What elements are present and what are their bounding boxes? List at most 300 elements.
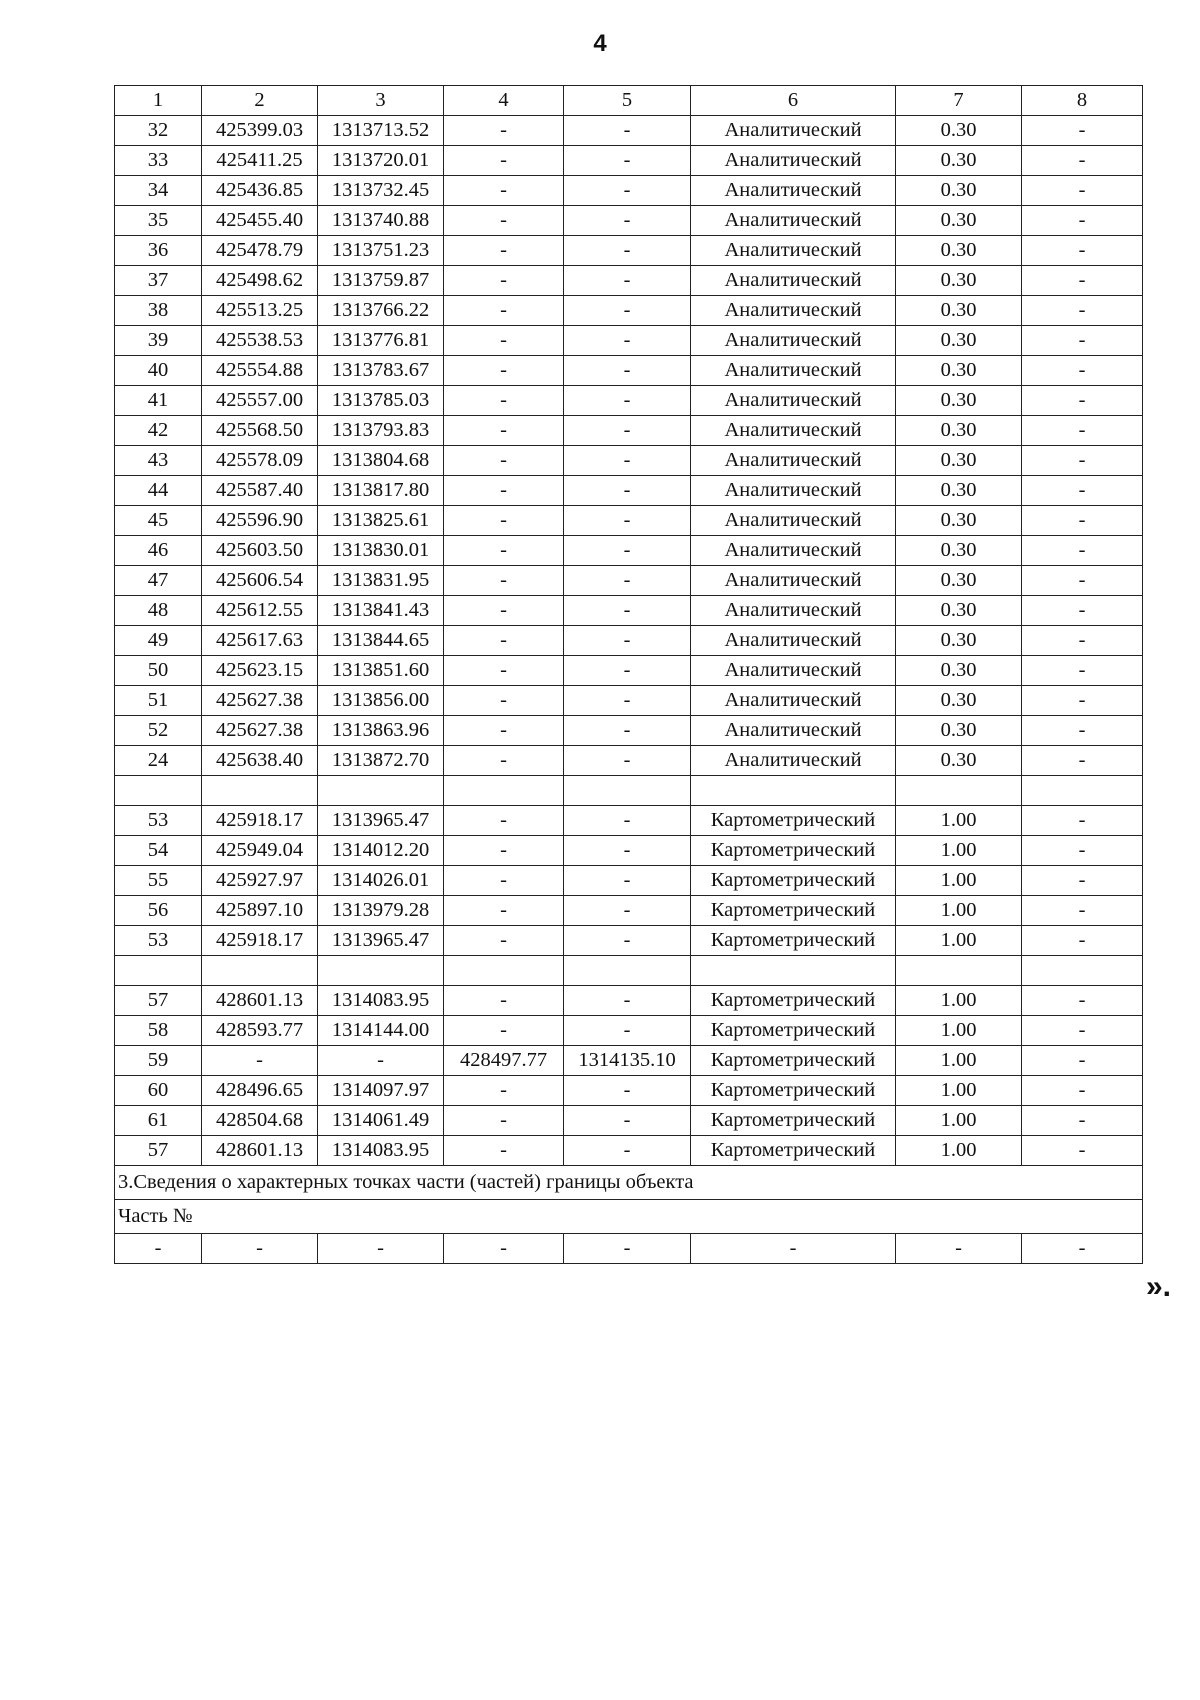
- last-row-cell: -: [691, 1234, 896, 1264]
- table-cell: -: [564, 236, 691, 266]
- table-cell: 1313863.96: [318, 716, 444, 746]
- table-cell: 1.00: [896, 866, 1022, 896]
- table-cell: 1313783.67: [318, 356, 444, 386]
- table-cell: 0.30: [896, 506, 1022, 536]
- table-cell: -: [564, 746, 691, 776]
- table-cell: 1314012.20: [318, 836, 444, 866]
- table-cell: 0.30: [896, 596, 1022, 626]
- closing-quote-mark: ».: [1146, 1270, 1172, 1303]
- table-cell: 1313785.03: [318, 386, 444, 416]
- table-cell: Аналитический: [691, 296, 896, 326]
- table-cell: -: [318, 1046, 444, 1076]
- table-cell: 1.00: [896, 836, 1022, 866]
- table-cell: -: [444, 1016, 564, 1046]
- table-cell: 1313979.28: [318, 896, 444, 926]
- table-cell: 33: [115, 146, 202, 176]
- table-cell: 1313965.47: [318, 806, 444, 836]
- table-cell: -: [564, 806, 691, 836]
- table-cell: Аналитический: [691, 146, 896, 176]
- table-cell: -: [444, 206, 564, 236]
- table-cell: Аналитический: [691, 626, 896, 656]
- empty-cell: [115, 776, 202, 806]
- header-cell: 1: [115, 86, 202, 116]
- table-cell: 1313856.00: [318, 686, 444, 716]
- table-cell: -: [1022, 236, 1143, 266]
- table-row: [115, 806, 1143, 836]
- table-cell: -: [564, 386, 691, 416]
- table-cell: 425455.40: [202, 206, 318, 236]
- table-row: [115, 206, 1143, 236]
- table-cell: Картометрический: [691, 896, 896, 926]
- table-cell: 425578.09: [202, 446, 318, 476]
- table-cell: -: [444, 866, 564, 896]
- table-cell: 425617.63: [202, 626, 318, 656]
- table-cell: 53: [115, 926, 202, 956]
- table-cell: 57: [115, 1136, 202, 1166]
- table-row: [115, 896, 1143, 926]
- table-cell: 0.30: [896, 176, 1022, 206]
- table-row: [115, 1136, 1143, 1166]
- table-cell: -: [444, 1136, 564, 1166]
- table-cell: 56: [115, 896, 202, 926]
- empty-cell: [115, 956, 202, 986]
- table-cell: 428496.65: [202, 1076, 318, 1106]
- table-cell: -: [564, 146, 691, 176]
- table-cell: -: [1022, 296, 1143, 326]
- table-cell: -: [564, 566, 691, 596]
- table-cell: 61: [115, 1106, 202, 1136]
- table-cell: Аналитический: [691, 416, 896, 446]
- table-cell: 1.00: [896, 926, 1022, 956]
- table-cell: -: [444, 116, 564, 146]
- table-cell: -: [564, 296, 691, 326]
- table-row: [115, 146, 1143, 176]
- table-cell: Аналитический: [691, 686, 896, 716]
- table-cell: Аналитический: [691, 656, 896, 686]
- table-cell: Аналитический: [691, 716, 896, 746]
- empty-cell: [444, 956, 564, 986]
- table-cell: -: [1022, 416, 1143, 446]
- table-cell: -: [1022, 866, 1143, 896]
- table-cell: 1.00: [896, 1076, 1022, 1106]
- table-cell: -: [444, 536, 564, 566]
- table-cell: 425498.62: [202, 266, 318, 296]
- table-cell: 1314097.97: [318, 1076, 444, 1106]
- table-row: [115, 596, 1143, 626]
- table-cell: 425612.55: [202, 596, 318, 626]
- table-cell: -: [1022, 1136, 1143, 1166]
- table-cell: Аналитический: [691, 596, 896, 626]
- table-cell: 0.30: [896, 476, 1022, 506]
- table-cell: 0.30: [896, 656, 1022, 686]
- table-cell: -: [1022, 116, 1143, 146]
- table-cell: -: [1022, 746, 1143, 776]
- table-cell: 425399.03: [202, 116, 318, 146]
- table-cell: 425587.40: [202, 476, 318, 506]
- table-cell: 1.00: [896, 1106, 1022, 1136]
- header-cell: 7: [896, 86, 1022, 116]
- table-cell: -: [444, 446, 564, 476]
- table-cell: Картометрический: [691, 1016, 896, 1046]
- table-cell: 428601.13: [202, 986, 318, 1016]
- table-cell: 425627.38: [202, 686, 318, 716]
- table-cell: -: [444, 356, 564, 386]
- table-cell: -: [444, 716, 564, 746]
- table-cell: 1313965.47: [318, 926, 444, 956]
- part-label-row: [115, 1200, 1143, 1234]
- table-cell: 58: [115, 1016, 202, 1046]
- empty-cell: [202, 776, 318, 806]
- table-row: [115, 686, 1143, 716]
- table-cell: Аналитический: [691, 506, 896, 536]
- table-cell: 428601.13: [202, 1136, 318, 1166]
- table-cell: -: [444, 596, 564, 626]
- header-cell: 5: [564, 86, 691, 116]
- table-cell: -: [564, 986, 691, 1016]
- table-cell: 1.00: [896, 1016, 1022, 1046]
- empty-cell: [691, 956, 896, 986]
- table-cell: -: [444, 386, 564, 416]
- table-cell: -: [1022, 386, 1143, 416]
- table-cell: 1314083.95: [318, 986, 444, 1016]
- table-cell: -: [564, 206, 691, 236]
- table-row: [115, 296, 1143, 326]
- table-cell: Аналитический: [691, 116, 896, 146]
- table-cell: -: [1022, 986, 1143, 1016]
- table-cell: 0.30: [896, 206, 1022, 236]
- table-cell: 425627.38: [202, 716, 318, 746]
- table-cell: 40: [115, 356, 202, 386]
- table-cell: Картометрический: [691, 1076, 896, 1106]
- table-cell: 1313830.01: [318, 536, 444, 566]
- table-row: [115, 656, 1143, 686]
- table-cell: Аналитический: [691, 326, 896, 356]
- table-cell: 425918.17: [202, 806, 318, 836]
- last-row-cell: -: [318, 1234, 444, 1264]
- table-cell: 48: [115, 596, 202, 626]
- table-cell: 428504.68: [202, 1106, 318, 1136]
- table-row: [115, 536, 1143, 566]
- table-cell: -: [564, 506, 691, 536]
- table-cell: 1313776.81: [318, 326, 444, 356]
- table-cell: 1313759.87: [318, 266, 444, 296]
- table-cell: -: [1022, 266, 1143, 296]
- table-cell: 428593.77: [202, 1016, 318, 1046]
- table-cell: 43: [115, 446, 202, 476]
- table-cell: -: [444, 986, 564, 1016]
- table-cell: 425538.53: [202, 326, 318, 356]
- table-cell: -: [444, 686, 564, 716]
- table-row: [115, 1076, 1143, 1106]
- empty-cell: [691, 776, 896, 806]
- table-cell: -: [564, 926, 691, 956]
- last-row-cell: -: [564, 1234, 691, 1264]
- table-cell: -: [1022, 146, 1143, 176]
- table-cell: -: [444, 1106, 564, 1136]
- table-cell: -: [564, 416, 691, 446]
- table-cell: -: [444, 746, 564, 776]
- table-cell: 425623.15: [202, 656, 318, 686]
- table-cell: -: [444, 626, 564, 656]
- header-cell: 3: [318, 86, 444, 116]
- table-cell: Аналитический: [691, 746, 896, 776]
- empty-cell: [896, 956, 1022, 986]
- last-row-cell: -: [444, 1234, 564, 1264]
- table-cell: 24: [115, 746, 202, 776]
- table-cell: 39: [115, 326, 202, 356]
- table-cell: 0.30: [896, 626, 1022, 656]
- table-cell: 1313793.83: [318, 416, 444, 446]
- table-row: [115, 836, 1143, 866]
- empty-cell: [444, 776, 564, 806]
- table-cell: 47: [115, 566, 202, 596]
- table-cell: 60: [115, 1076, 202, 1106]
- table-row: [115, 386, 1143, 416]
- table-row: [115, 176, 1143, 206]
- table-cell: Аналитический: [691, 536, 896, 566]
- last-row-cell: -: [115, 1234, 202, 1264]
- table-cell: -: [1022, 626, 1143, 656]
- last-row-cell: -: [1022, 1234, 1143, 1264]
- table-cell: 1314144.00: [318, 1016, 444, 1046]
- table-cell: Аналитический: [691, 476, 896, 506]
- table-cell: -: [564, 116, 691, 146]
- table-cell: Картометрический: [691, 806, 896, 836]
- empty-cell: [564, 776, 691, 806]
- table-cell: -: [564, 446, 691, 476]
- empty-cell: [564, 956, 691, 986]
- table-cell: 1314135.10: [564, 1046, 691, 1076]
- table-cell: -: [444, 926, 564, 956]
- table-cell: -: [444, 566, 564, 596]
- empty-cell: [202, 956, 318, 986]
- table-cell: -: [564, 356, 691, 386]
- table-cell: 1313872.70: [318, 746, 444, 776]
- table-cell: -: [1022, 1076, 1143, 1106]
- separator-row: [115, 776, 1143, 806]
- table-cell: 1313851.60: [318, 656, 444, 686]
- table-row: [115, 716, 1143, 746]
- table-cell: -: [1022, 896, 1143, 926]
- table-cell: -: [1022, 1106, 1143, 1136]
- table-cell: 1313720.01: [318, 146, 444, 176]
- table-cell: 45: [115, 506, 202, 536]
- table-cell: -: [1022, 656, 1143, 686]
- table-cell: -: [444, 296, 564, 326]
- table-cell: -: [202, 1046, 318, 1076]
- table-cell: Картометрический: [691, 866, 896, 896]
- table-cell: 1314026.01: [318, 866, 444, 896]
- table-cell: -: [1022, 1016, 1143, 1046]
- table-cell: 1313740.88: [318, 206, 444, 236]
- table-cell: 32: [115, 116, 202, 146]
- table-cell: -: [564, 326, 691, 356]
- table-cell: -: [564, 656, 691, 686]
- table-cell: 425638.40: [202, 746, 318, 776]
- table-cell: -: [1022, 506, 1143, 536]
- table-cell: 53: [115, 806, 202, 836]
- table-body: [115, 86, 1143, 1166]
- table-cell: Аналитический: [691, 566, 896, 596]
- table-cell: Аналитический: [691, 176, 896, 206]
- table-cell: 425554.88: [202, 356, 318, 386]
- table-cell: -: [564, 1106, 691, 1136]
- table-cell: 59: [115, 1046, 202, 1076]
- table-row: [115, 1016, 1143, 1046]
- table-cell: -: [1022, 446, 1143, 476]
- table-row: [115, 416, 1143, 446]
- header-row: [115, 86, 1143, 116]
- table-cell: -: [564, 266, 691, 296]
- table-cell: -: [564, 866, 691, 896]
- table-cell: 425606.54: [202, 566, 318, 596]
- table-cell: Аналитический: [691, 356, 896, 386]
- table-cell: 425949.04: [202, 836, 318, 866]
- table-cell: Картометрический: [691, 1046, 896, 1076]
- table-cell: 0.30: [896, 716, 1022, 746]
- table-cell: 425596.90: [202, 506, 318, 536]
- table-cell: 0.30: [896, 356, 1022, 386]
- table-cell: 0.30: [896, 386, 1022, 416]
- table-cell: -: [444, 1076, 564, 1106]
- table-cell: 1.00: [896, 806, 1022, 836]
- table-cell: 1.00: [896, 1046, 1022, 1076]
- table-row: [115, 506, 1143, 536]
- table-cell: -: [1022, 686, 1143, 716]
- table-cell: 0.30: [896, 236, 1022, 266]
- table-cell: 1313713.52: [318, 116, 444, 146]
- table-cell: 1313817.80: [318, 476, 444, 506]
- table-cell: 425411.25: [202, 146, 318, 176]
- table-row: [115, 926, 1143, 956]
- table-cell: Картометрический: [691, 836, 896, 866]
- table-row: [115, 746, 1143, 776]
- table-cell: 425918.17: [202, 926, 318, 956]
- table-cell: 0.30: [896, 686, 1022, 716]
- table-cell: -: [564, 686, 691, 716]
- section-title-row: [115, 1166, 1143, 1200]
- table-cell: 36: [115, 236, 202, 266]
- table-cell: 425436.85: [202, 176, 318, 206]
- table-cell: 1313825.61: [318, 506, 444, 536]
- coordinates-table: [114, 85, 1143, 1264]
- table-cell: -: [564, 596, 691, 626]
- table-cell: -: [1022, 536, 1143, 566]
- table-cell: Картометрический: [691, 986, 896, 1016]
- table-cell: 0.30: [896, 326, 1022, 356]
- table-cell: 425603.50: [202, 536, 318, 566]
- table-cell: -: [1022, 476, 1143, 506]
- table-cell: 38: [115, 296, 202, 326]
- table-cell: 425897.10: [202, 896, 318, 926]
- table-cell: 1.00: [896, 896, 1022, 926]
- table-cell: -: [1022, 926, 1143, 956]
- table-cell: 0.30: [896, 266, 1022, 296]
- table-cell: 0.30: [896, 416, 1022, 446]
- table-cell: -: [1022, 1046, 1143, 1076]
- last-row: [115, 1234, 1143, 1264]
- table-cell: 49: [115, 626, 202, 656]
- table-cell: 34: [115, 176, 202, 206]
- table-cell: -: [444, 266, 564, 296]
- table-cell: -: [564, 1136, 691, 1166]
- table-cell: -: [1022, 806, 1143, 836]
- table-cell: 425927.97: [202, 866, 318, 896]
- table-cell: -: [564, 536, 691, 566]
- table-cell: 41: [115, 386, 202, 416]
- table-cell: -: [1022, 176, 1143, 206]
- empty-cell: [318, 956, 444, 986]
- table-cell: 1.00: [896, 1136, 1022, 1166]
- table-cell: Картометрический: [691, 1106, 896, 1136]
- separator-row: [115, 956, 1143, 986]
- table-cell: 1313804.68: [318, 446, 444, 476]
- table-cell: 51: [115, 686, 202, 716]
- table-cell: -: [564, 476, 691, 506]
- table-row: [115, 476, 1143, 506]
- table-cell: 425568.50: [202, 416, 318, 446]
- table-cell: 1314061.49: [318, 1106, 444, 1136]
- table-cell: Картометрический: [691, 1136, 896, 1166]
- table-cell: -: [564, 836, 691, 866]
- table-cell: 0.30: [896, 296, 1022, 326]
- table-cell: 1314083.95: [318, 1136, 444, 1166]
- header-cell: 4: [444, 86, 564, 116]
- table-cell: 0.30: [896, 116, 1022, 146]
- table-cell: -: [444, 656, 564, 686]
- table-cell: -: [444, 416, 564, 446]
- table-cell: 1313751.23: [318, 236, 444, 266]
- table-cell: Картометрический: [691, 926, 896, 956]
- table-cell: 0.30: [896, 446, 1022, 476]
- header-cell: 2: [202, 86, 318, 116]
- table-cell: 1313841.43: [318, 596, 444, 626]
- table-row: [115, 266, 1143, 296]
- table-cell: 1313766.22: [318, 296, 444, 326]
- table-cell: -: [1022, 716, 1143, 746]
- section-title: 3.Сведения о характерных точках части (частей) границы объекта: [115, 1166, 1143, 1200]
- table-cell: 57: [115, 986, 202, 1016]
- header-cell: 6: [691, 86, 896, 116]
- table-cell: -: [564, 1076, 691, 1106]
- table-cell: Аналитический: [691, 236, 896, 266]
- table-row: [115, 326, 1143, 356]
- table-row: [115, 446, 1143, 476]
- table-cell: 1313732.45: [318, 176, 444, 206]
- empty-cell: [896, 776, 1022, 806]
- table-row: [115, 236, 1143, 266]
- table-cell: 55: [115, 866, 202, 896]
- table-cell: Аналитический: [691, 206, 896, 236]
- table-cell: -: [564, 716, 691, 746]
- table-cell: -: [444, 236, 564, 266]
- table-cell: 425513.25: [202, 296, 318, 326]
- table-row: [115, 1046, 1143, 1076]
- empty-cell: [318, 776, 444, 806]
- table-cell: -: [444, 896, 564, 926]
- table-cell: 0.30: [896, 146, 1022, 176]
- table-cell: -: [444, 506, 564, 536]
- table-cell: 0.30: [896, 566, 1022, 596]
- table-cell: Аналитический: [691, 266, 896, 296]
- header-cell: 8: [1022, 86, 1143, 116]
- table-cell: -: [1022, 566, 1143, 596]
- table-cell: -: [564, 626, 691, 656]
- table-cell: Аналитический: [691, 446, 896, 476]
- table-cell: -: [444, 326, 564, 356]
- table-cell: -: [1022, 326, 1143, 356]
- table-row: [115, 356, 1143, 386]
